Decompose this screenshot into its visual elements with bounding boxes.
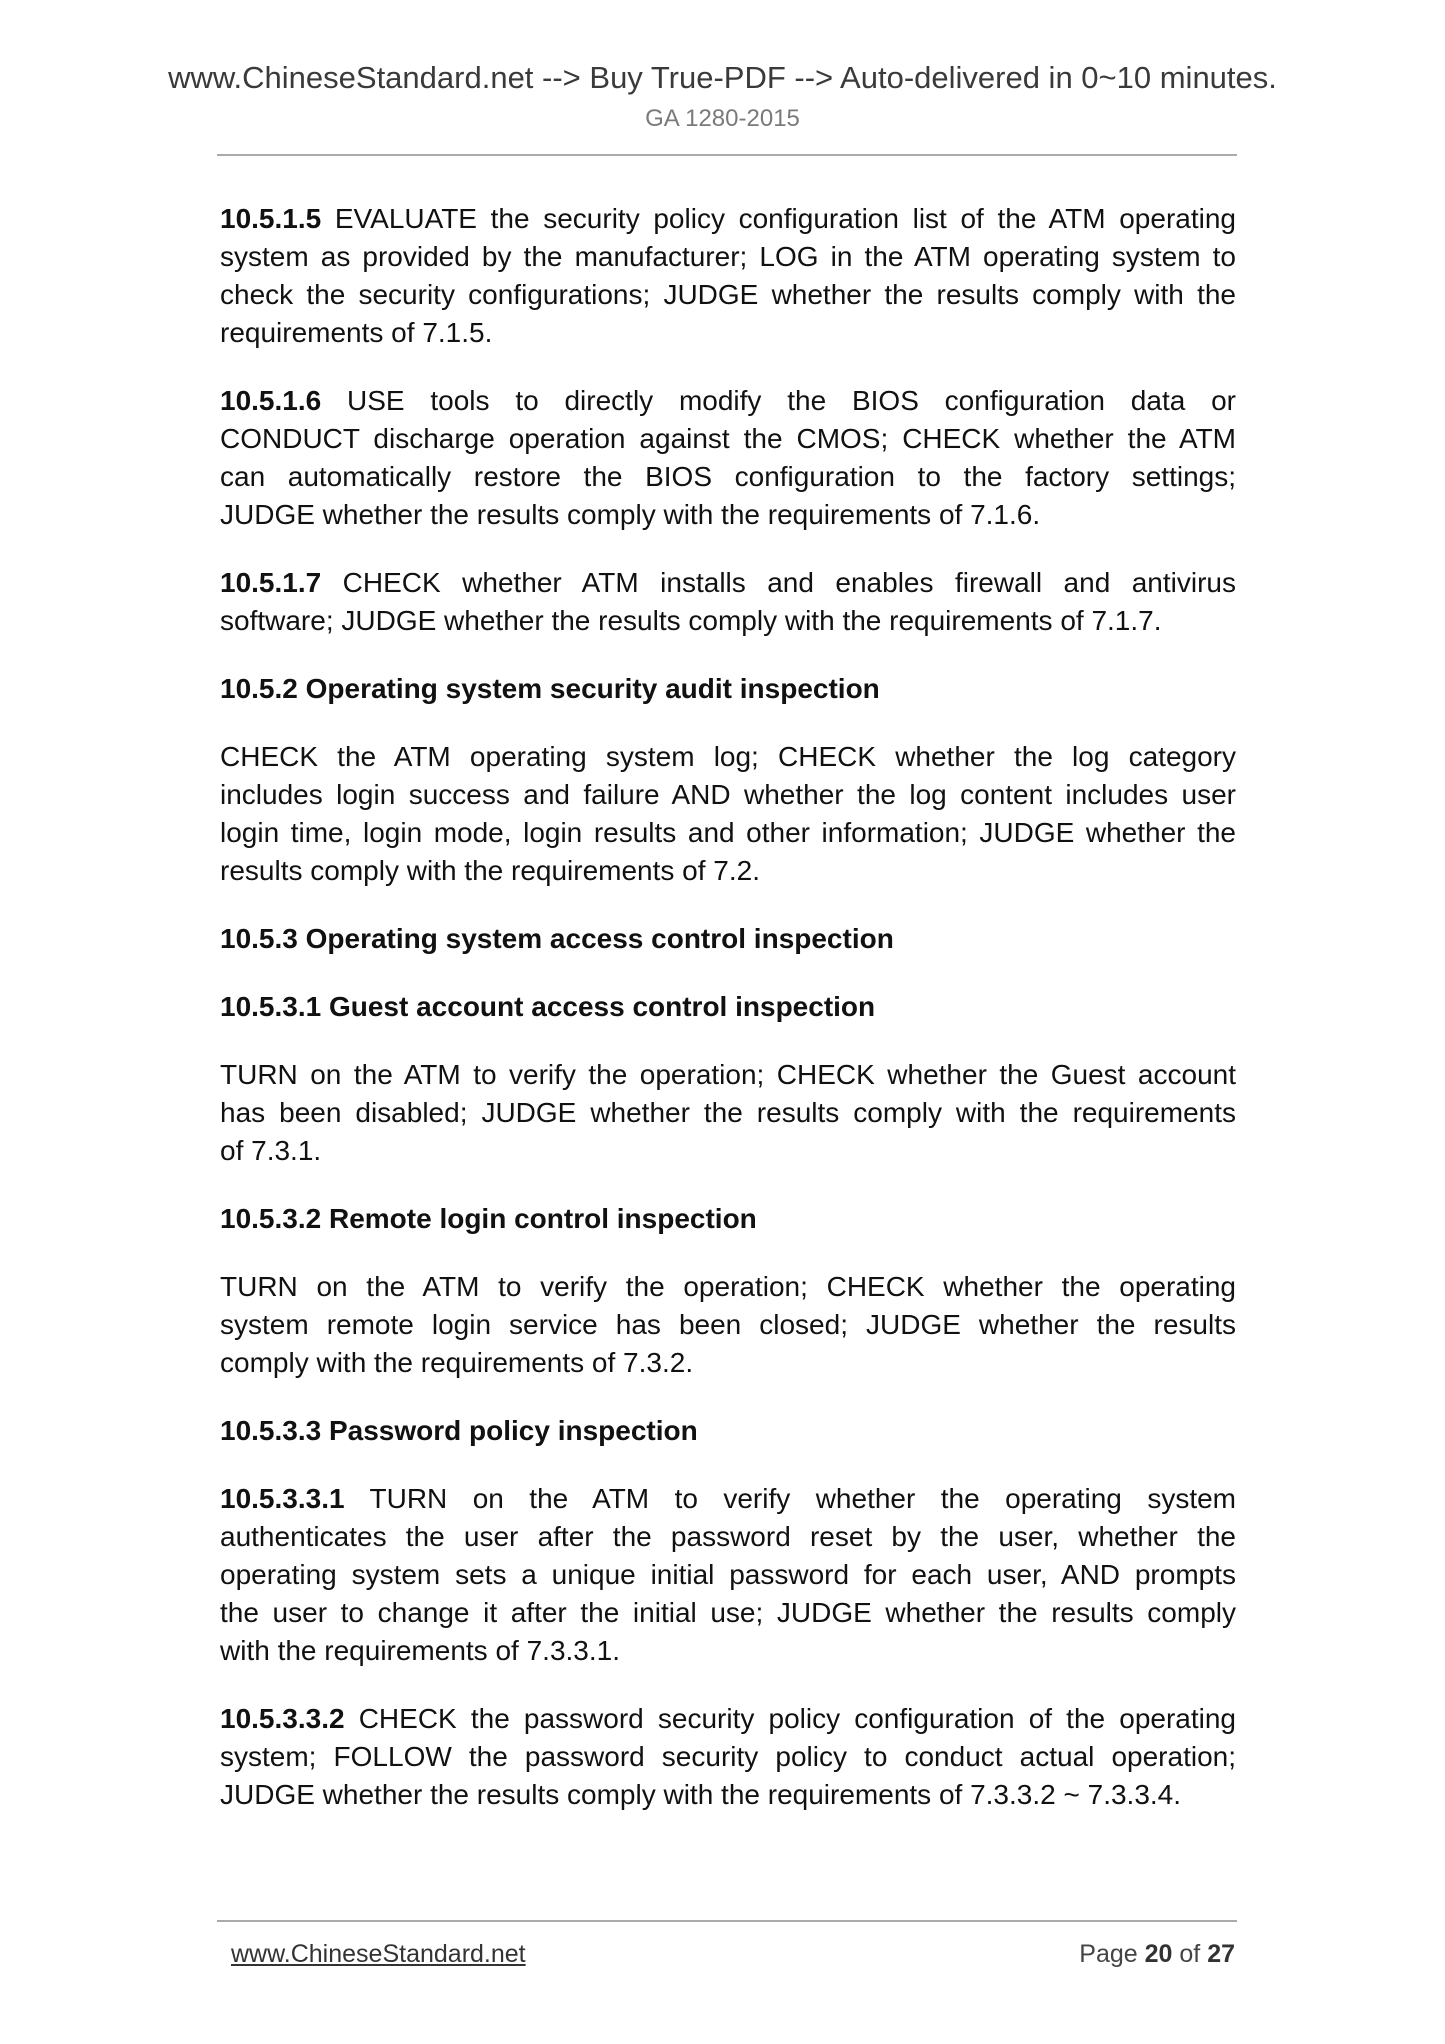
page-of: of [1179, 1940, 1201, 1968]
line-text: 10.5.3.3 Password policy inspection [220, 1415, 698, 1446]
paragraph [220, 200, 1236, 352]
text-line [220, 1480, 1236, 1518]
line-text: 10.5.3.2 Remote login control inspection [220, 1203, 757, 1234]
text-line [220, 496, 1236, 534]
text-line [220, 776, 1236, 814]
line-text: has been disabled; JUDGE whether the results comply with the requirements [220, 1097, 1236, 1128]
line-text: 10.5.3.1 Guest account access control inspection [220, 991, 876, 1022]
line-text: JUDGE whether the results comply with the requirements of 7.1.6. [220, 499, 1041, 530]
line-text: TURN on the ATM to verify the operation; CHECK whether the operating [220, 1271, 1236, 1302]
clause-number: 10.5.1.6 [220, 385, 322, 416]
footer-divider [217, 1920, 1237, 1922]
text-line [220, 738, 1236, 776]
clause-number: 10.5.3.3.2 [220, 1703, 345, 1734]
paragraph [220, 564, 1236, 640]
text-line [220, 920, 1236, 958]
document-code: GA 1280-2015 [645, 105, 800, 132]
line-text: TURN on the ATM to verify whether the operating system [344, 1483, 1236, 1514]
text-line [220, 314, 1236, 352]
line-text: system remote login service has been closed; JUDGE whether the results [220, 1309, 1236, 1340]
line-text: CONDUCT discharge operation against the CMOS; CHECK whether the ATM [220, 423, 1236, 454]
line-text: JUDGE whether the results comply with the requirements of 7.3.3.2 ~ 7.3.3.4. [220, 1779, 1182, 1810]
line-text: TURN on the ATM to verify the operation; CHECK whether the Guest account [220, 1059, 1236, 1090]
current-page: 20 [1144, 1940, 1173, 1968]
section-heading [220, 670, 1236, 708]
page-number [1079, 1940, 1235, 1969]
text-line [220, 382, 1236, 420]
text-line [220, 1700, 1236, 1738]
text-line [220, 1306, 1236, 1344]
text-line [220, 1556, 1236, 1594]
page-prefix: Page [1079, 1940, 1138, 1968]
line-text: requirements of 7.1.5. [220, 317, 493, 348]
text-line [220, 1518, 1236, 1556]
line-text: can automatically restore the BIOS configuration to the factory settings; [220, 461, 1236, 492]
text-line [220, 1344, 1236, 1382]
line-text: operating system sets a unique initial password for each user, AND prompts [220, 1559, 1236, 1590]
paragraph [220, 1056, 1236, 1170]
line-text: EVALUATE the security policy configuration list of the ATM operating [321, 203, 1236, 234]
line-text: authenticates the user after the password reset by the user, whether the [220, 1521, 1236, 1552]
section-heading [220, 920, 1236, 958]
text-line [220, 238, 1236, 276]
text-line [220, 1094, 1236, 1132]
text-line [220, 602, 1236, 640]
line-text: 10.5.2 Operating system security audit inspection [220, 673, 880, 704]
text-line [220, 1632, 1236, 1670]
paragraph [220, 382, 1236, 534]
line-text: system as provided by the manufacturer; LOG in the ATM operating system to [220, 241, 1236, 272]
line-text: system; FOLLOW the password security policy to conduct actual operation; [220, 1741, 1236, 1772]
text-line [220, 1200, 1236, 1238]
line-text: with the requirements of 7.3.3.1. [220, 1635, 620, 1666]
text-line [220, 1412, 1236, 1450]
paragraph [220, 1480, 1236, 1670]
clause-number: 10.5.1.5 [220, 203, 322, 234]
line-text: results comply with the requirements of 7.2. [220, 855, 761, 886]
text-line [220, 988, 1236, 1026]
footer-website-link[interactable]: www.ChineseStandard.net [231, 1940, 526, 1968]
text-line [220, 420, 1236, 458]
text-line [220, 1268, 1236, 1306]
line-text: software; JUDGE whether the results comply with the requirements of 7.1.7. [220, 605, 1162, 636]
line-text: includes login success and failure AND whether the log content includes user [220, 779, 1236, 810]
header-divider [217, 154, 1237, 156]
section-heading [220, 1200, 1236, 1238]
document-body [220, 200, 1236, 1844]
line-text: comply with the requirements of 7.3.2. [220, 1347, 694, 1378]
line-text: login time, login mode, login results and other information; JUDGE whether the [220, 817, 1236, 848]
text-line [220, 564, 1236, 602]
line-text: USE tools to directly modify the BIOS configuration data or [321, 385, 1236, 416]
text-line [220, 814, 1236, 852]
line-text: CHECK the ATM operating system log; CHECK whether the log category [220, 741, 1236, 772]
section-heading [220, 988, 1236, 1026]
clause-number: 10.5.3.3.1 [220, 1483, 345, 1514]
text-line [220, 852, 1236, 890]
text-line [220, 1056, 1236, 1094]
text-line [220, 200, 1236, 238]
header-title: www.ChineseStandard.net --> Buy True-PDF --> Auto-delivered in 0~10 minutes. [168, 60, 1277, 95]
text-line [220, 458, 1236, 496]
text-line [220, 1132, 1236, 1170]
line-text: CHECK whether ATM installs and enables firewall and antivirus [321, 567, 1236, 598]
text-line [220, 670, 1236, 708]
paragraph [220, 738, 1236, 890]
clause-number: 10.5.1.7 [220, 567, 322, 598]
total-pages: 27 [1207, 1940, 1235, 1968]
paragraph [220, 1268, 1236, 1382]
line-text: check the security configurations; JUDGE whether the results comply with the [220, 279, 1236, 310]
text-line [220, 1594, 1236, 1632]
line-text: 10.5.3 Operating system access control inspection [220, 923, 894, 954]
line-text: the user to change it after the initial use; JUDGE whether the results comply [220, 1597, 1236, 1628]
text-line [220, 1776, 1236, 1814]
text-line [220, 276, 1236, 314]
paragraph [220, 1700, 1236, 1814]
section-heading [220, 1412, 1236, 1450]
text-line [220, 1738, 1236, 1776]
line-text: CHECK the password security policy configuration of the operating [344, 1703, 1236, 1734]
line-text: of 7.3.1. [220, 1135, 322, 1166]
